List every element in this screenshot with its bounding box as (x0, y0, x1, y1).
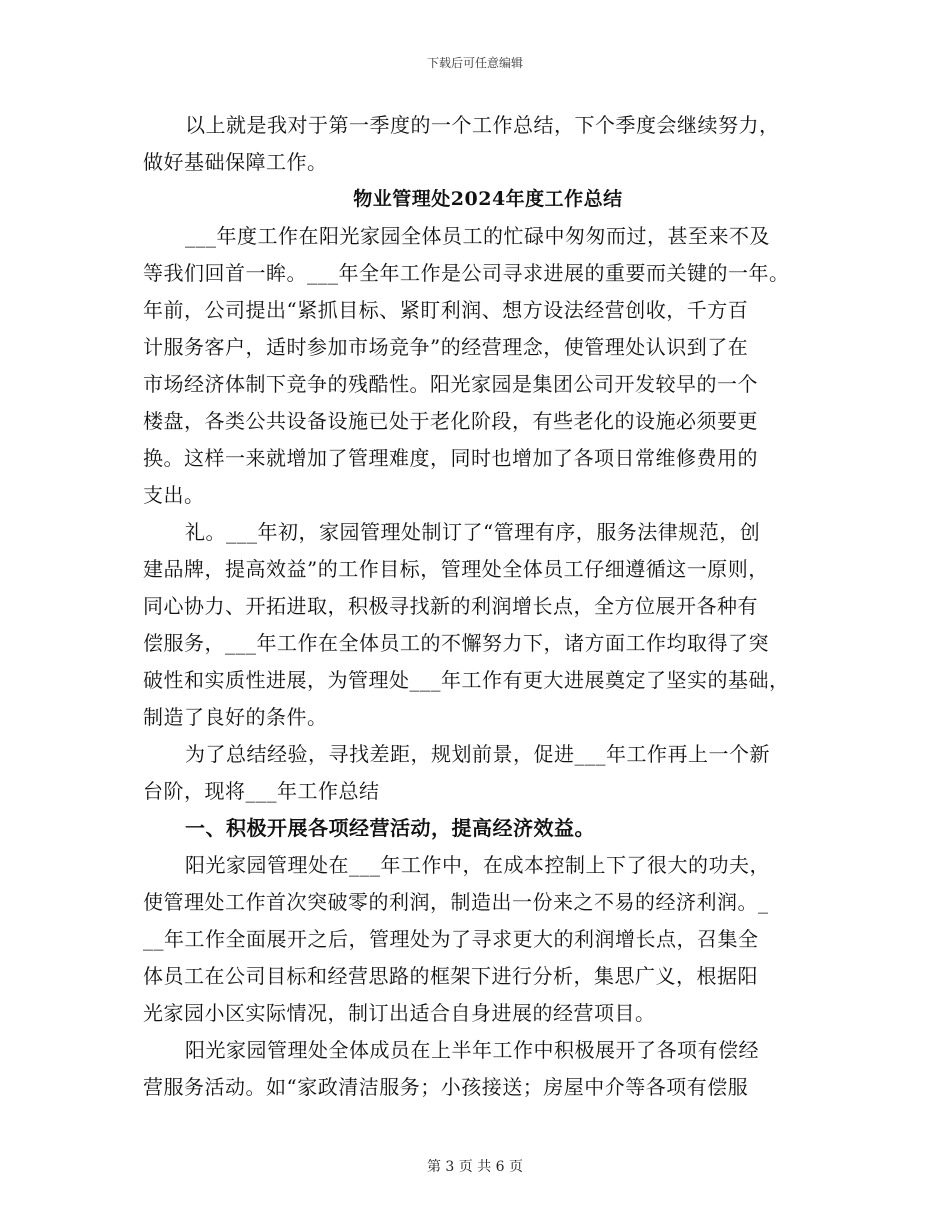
paragraph-line: 光家园小区实际情况，制订出适合自身进展的经营项目。 (143, 1001, 656, 1025)
paragraph-line: 楼盘，各类公共设备设施已处于老化阶段，有些老化的设施必须要更 (143, 409, 758, 433)
paragraph-line: 偿服务，___年工作在全体员工的不懈努力下，诸方面工作均取得了突 (143, 631, 769, 655)
paragraph-line: 年前，公司提出“紧抓目标、紧盯利润、想方设法经营创收，千方百 (143, 298, 749, 322)
paragraph-line: 阳光家园管理处在___年工作中，在成本控制上下了很大的功夫， (185, 853, 770, 877)
paragraph-line: 等我们回首一眸。___年全年工作是公司寻求进展的重要而关键的一年。 (143, 261, 790, 285)
paragraph-line: 建品牌，提高效益”的工作目标，管理处全体员工仔细遵循这一原则， (143, 557, 769, 581)
paragraph-line: 支出。 (143, 483, 205, 507)
paragraph-line: 破性和实质性进展，为管理处___年工作有更大进展奠定了坚实的基础， (143, 668, 790, 692)
paragraph-line: 礼。___年初，家园管理处制订了“管理有序，服务法律规范，创 (185, 520, 761, 544)
paragraph-line: ___年度工作在阳光家园全体员工的忙碌中匆匆而过，甚至来不及 (185, 224, 770, 248)
section-heading: 一、积极开展各项经营活动，提高经济效益。 (185, 816, 595, 840)
paragraph-line: 台阶，现将___年工作总结 (143, 779, 380, 803)
paragraph-line: 换。这样一来就增加了管理难度，同时也增加了各项日常维修费用的 (143, 446, 758, 470)
paragraph-line: 体员工在公司目标和经营思路的框架下进行分析，集思广义，根据阳 (143, 964, 758, 988)
paragraph-line: __年工作全面展开之后，管理处为了寻求更大的利润增长点，召集全 (143, 927, 759, 951)
page-footer: 第 3 页 共 6 页 (426, 1159, 524, 1175)
paragraph-line: 做好基础保障工作。 (143, 150, 328, 174)
paragraph-line: 阳光家园管理处全体成员在上半年工作中积极展开了各项有偿经 (185, 1038, 759, 1062)
paragraph-line: 计服务客户，适时参加市场竞争”的经营理念，使管理处认识到了在 (143, 335, 749, 359)
paragraph-line: 以上就是我对于第一季度的一个工作总结，下个季度会继续努力， (185, 113, 780, 137)
paragraph-line: 营服务活动。如“家政清洁服务；小孩接送；房屋中介等各项有偿服 (143, 1075, 749, 1099)
paragraph-line: 同心协力、开拓进取，积极寻找新的利润增长点，全方位展开各种有 (143, 594, 758, 618)
paragraph-line: 为了总结经验，寻找差距，规划前景，促进___年工作再上一个新 (185, 742, 770, 766)
document-title: 物业管理处2024年度工作总结 (353, 188, 623, 210)
paragraph-line: 市场经济体制下竞争的残酷性。阳光家园是集团公司开发较早的一个 (143, 372, 758, 396)
paragraph-line: 使管理处工作首次突破零的利润，制造出一份来之不易的经济利润。_ (143, 890, 769, 914)
page-header: 下载后可任意编辑 (426, 56, 523, 70)
document-body (143, 107, 823, 1106)
paragraph-line: 制造了良好的条件。 (143, 705, 328, 729)
